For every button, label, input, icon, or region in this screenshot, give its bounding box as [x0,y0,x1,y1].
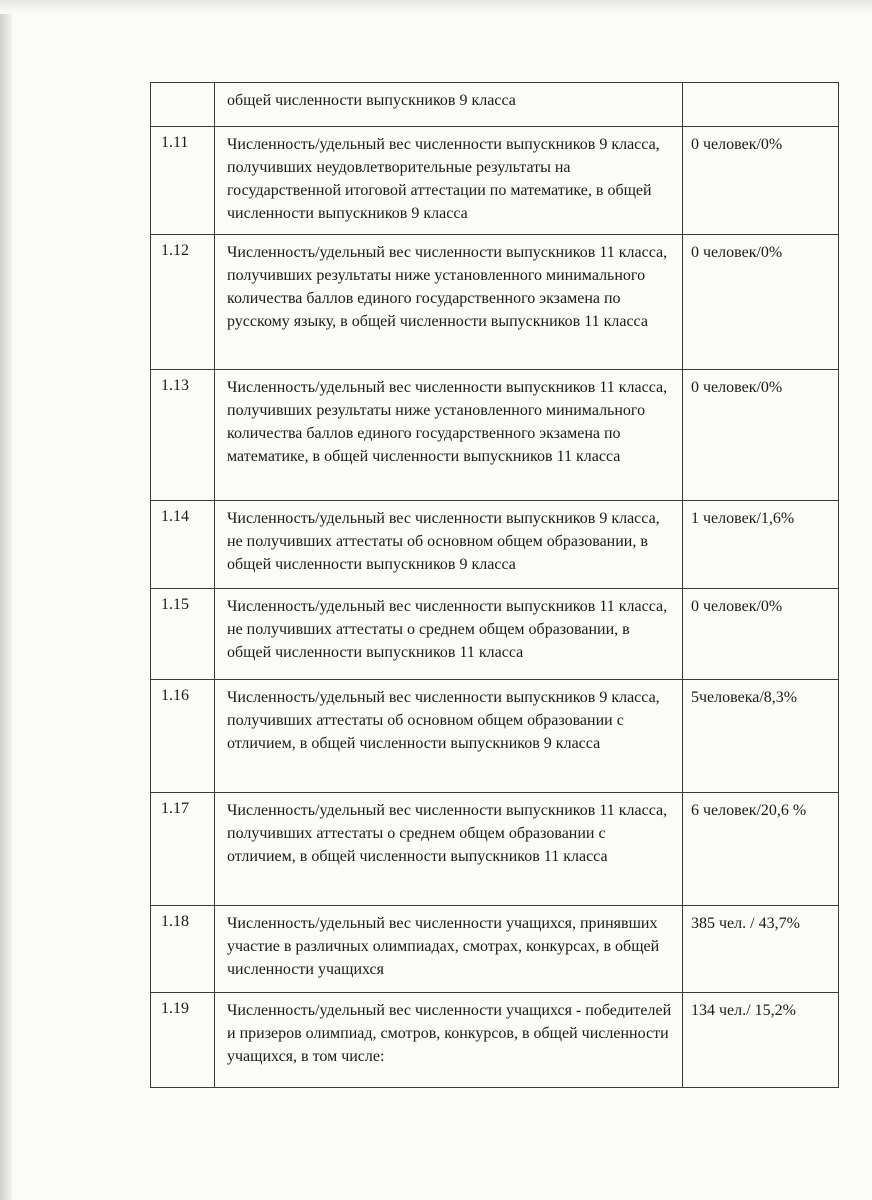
row-number [151,83,215,127]
row-description: Численность/удельный вес численности учащихся, принявших участие в различных олимпиадах, смотрах, конкурсах, в общей численности учащихся [215,906,683,993]
row-description: общей численности выпускников 9 класса [215,83,683,127]
row-description: Численность/удельный вес численности выпускников 11 класса, получивших результаты ниже установленного минимального количества баллов единого государственного экзамена по русскому языку, в общей численности выпускников 11 класса [215,235,683,370]
row-value: 0 человек/0% [683,370,839,501]
table-row [151,370,839,501]
row-value: 134 чел./ 15,2% [683,993,839,1088]
row-value: 385 чел. / 43,7% [683,906,839,993]
row-value: 5человека/8,3% [683,680,839,793]
row-value: 6 человек/20,6 % [683,793,839,906]
row-number: 1.15 [151,589,215,680]
row-description: Численность/удельный вес численности выпускников 11 класса, не получивших аттестаты о среднем общем образовании, в общей численности выпускников 11 класса [215,589,683,680]
table-row [151,680,839,793]
row-description: Численность/удельный вес численности учащихся - победителей и призеров олимпиад, смотров, конкурсов, в общей численности учащихся, в том числе: [215,993,683,1088]
table-row [151,83,839,127]
scan-shadow-left [0,0,12,1200]
row-number: 1.17 [151,793,215,906]
row-number: 1.19 [151,993,215,1088]
row-number: 1.11 [151,127,215,235]
table-row [151,127,839,235]
table-row [151,793,839,906]
row-value: 0 человек/0% [683,127,839,235]
row-description: Численность/удельный вес численности выпускников 9 класса, получивших неудовлетворительные результаты на государственной итоговой аттестации по математике, в общей численности выпускников 9 класса [215,127,683,235]
row-value: 1 человек/1,6% [683,501,839,589]
indicators-table [150,82,839,1088]
row-description: Численность/удельный вес численности выпускников 9 класса, не получивших аттестаты об основном общем образовании, в общей численности выпускников 9 класса [215,501,683,589]
row-value: 0 человек/0% [683,235,839,370]
row-description: Численность/удельный вес численности выпускников 11 класса, получивших аттестаты о среднем общем образовании с отличием, в общей численности выпускников 11 класса [215,793,683,906]
row-number: 1.14 [151,501,215,589]
table-row [151,589,839,680]
row-description: Численность/удельный вес численности выпускников 11 класса, получивших результаты ниже установленного минимального количества баллов единого государственного экзамена по математике, в общей численности выпускников 11 класса [215,370,683,501]
table-row [151,501,839,589]
row-value: 0 человек/0% [683,589,839,680]
table-row [151,235,839,370]
table-row [151,993,839,1088]
row-value [683,83,839,127]
row-number: 1.13 [151,370,215,501]
row-number: 1.16 [151,680,215,793]
row-number: 1.18 [151,906,215,993]
table-row [151,906,839,993]
row-description: Численность/удельный вес численности выпускников 9 класса, получивших аттестаты об основном общем образовании с отличием, в общей численности выпускников 9 класса [215,680,683,793]
scan-shadow-top [0,0,872,14]
row-number: 1.12 [151,235,215,370]
